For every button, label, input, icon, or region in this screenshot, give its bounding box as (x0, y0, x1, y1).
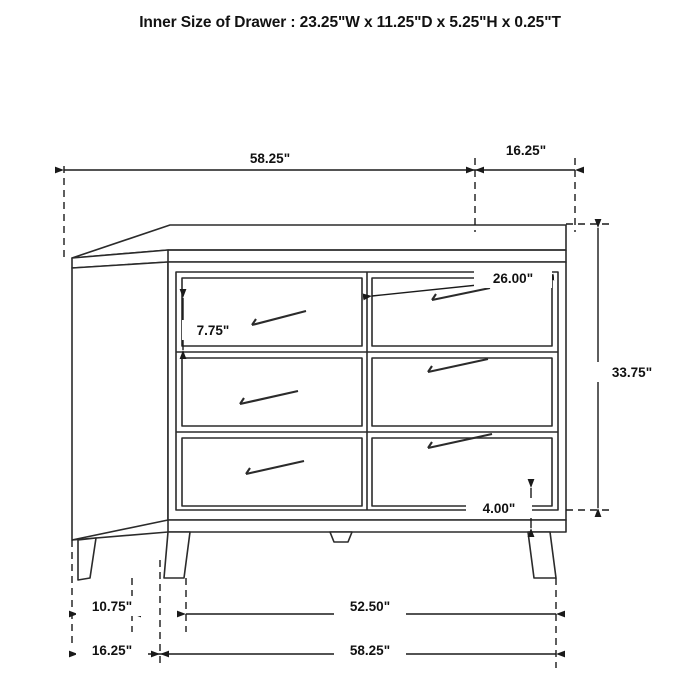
label-foot-span: 10.75" (91, 599, 133, 614)
label-overall-height: 33.75" (611, 365, 653, 380)
leg-front-left (164, 532, 190, 578)
leg-back-left (78, 538, 96, 580)
label-base-width-inner: 52.50" (349, 599, 391, 614)
leg-front-right (528, 532, 556, 578)
label-base-width-total: 58.25" (349, 643, 391, 658)
label-drawer-height: 7.75" (196, 323, 230, 338)
drawer-front-r1c2 (372, 278, 552, 346)
label-drawer-width-upper: 26.00" (492, 271, 534, 286)
label-top-width-side: 16.25" (505, 143, 547, 158)
drawer-front-r3c1 (182, 438, 362, 506)
label-base-side: 16.25" (91, 643, 133, 658)
leg-center-support (330, 532, 352, 542)
drawer-front-r3c2 (372, 438, 552, 506)
drawer-front-r2c1 (182, 358, 362, 426)
dresser-bottom-rail (168, 520, 566, 532)
label-leg-height: 4.00" (482, 501, 516, 516)
label-top-width-main: 58.25" (249, 151, 291, 166)
dresser-left-side-panel (72, 262, 168, 540)
page-title: Inner Size of Drawer : 23.25"W x 11.25"D x 5.25"H x 0.25"T (139, 14, 561, 31)
drawer-front-r2c2 (372, 358, 552, 426)
